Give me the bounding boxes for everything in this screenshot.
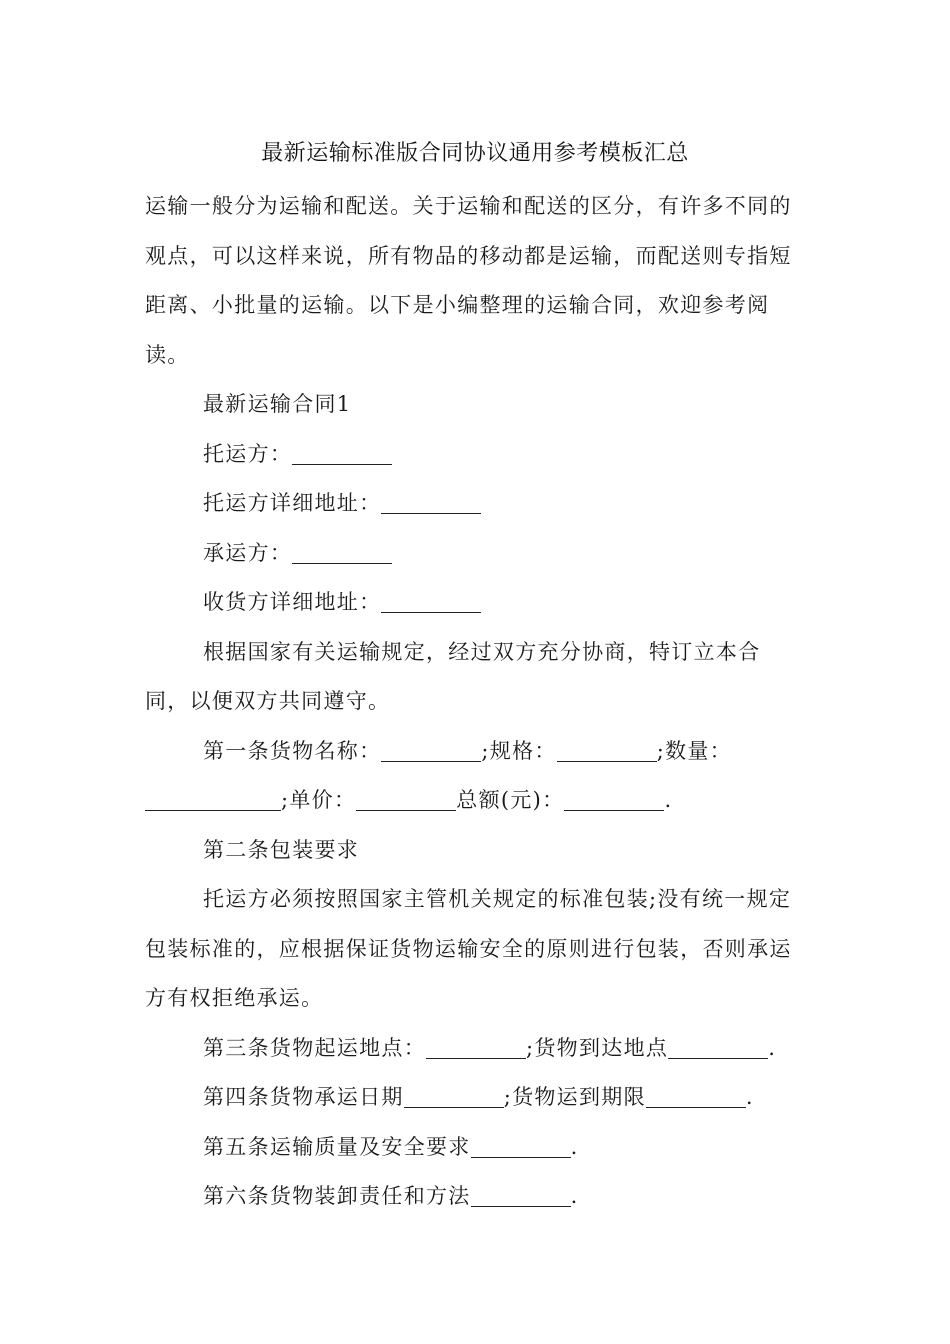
- total-blank: [564, 788, 664, 811]
- deadline-blank: [646, 1085, 746, 1108]
- document-title: 最新运输标准版合同协议通用参考模板汇总: [261, 141, 689, 166]
- article3-line: [145, 1024, 805, 1074]
- article1-paragraph: [145, 727, 805, 826]
- article2-heading: 第二条包装要求: [203, 837, 360, 862]
- destination-blank: [668, 1036, 768, 1059]
- consignor-address-line: [145, 479, 805, 529]
- consignor-address-blank: [381, 491, 481, 514]
- consignee-address-label: 收货方详细地址：: [203, 590, 382, 614]
- intro-paragraph: 运输一般分为运输和配送。关于运输和配送的区分，有许多不同的观点，可以这样来说，所有物品的移动都是运输，而配送则专指短距离、小批量的运输。以下是小编整理的运输合同，欢迎参考阅读。: [145, 194, 792, 367]
- article6-label: 第六条货物装卸责任和方法: [203, 1184, 471, 1208]
- article5-end: .: [570, 1134, 579, 1159]
- consignor-blank: [292, 442, 392, 465]
- price-blank: [356, 788, 456, 811]
- article5-line: [145, 1123, 805, 1173]
- article4-line: [145, 1073, 805, 1123]
- qty-label: ;数量：: [656, 738, 732, 763]
- goods-name-blank: [381, 739, 481, 762]
- spec-blank: [557, 739, 657, 762]
- total-label: 总额(元)：: [456, 788, 565, 812]
- article3-label: 第三条货物起运地点：: [203, 1035, 426, 1060]
- article6-line: [145, 1172, 805, 1222]
- article6-end: .: [570, 1184, 579, 1208]
- origin-blank: [426, 1036, 526, 1059]
- qty-blank: [145, 788, 243, 811]
- carrier-blank: [292, 541, 392, 564]
- spec-label: ;规格：: [481, 738, 557, 763]
- qty-blank-cont: [243, 788, 281, 811]
- date-blank: [404, 1085, 504, 1108]
- article5-label: 第五条运输质量及安全要求: [203, 1134, 471, 1159]
- article4-label: 第四条货物承运日期: [203, 1085, 404, 1109]
- loading-blank: [471, 1184, 571, 1207]
- carrier-line: [145, 529, 805, 579]
- consignor-line: [145, 430, 805, 480]
- goods-name-label: 第一条货物名称：: [203, 738, 382, 763]
- document-body: [145, 182, 805, 1222]
- contract-heading: 最新运输合同1: [203, 392, 352, 416]
- article1-end: .: [664, 788, 673, 812]
- consignor-address-label: 托运方详细地址：: [203, 491, 382, 515]
- article2-paragraph: 托运方必须按照国家主管机关规定的标准包装;没有统一规定包装标准的，应根据保证货物运输安全的原则进行包装，否则承运方有权拒绝承运。: [145, 887, 792, 1010]
- article3-mid: ;货物到达地点: [526, 1035, 669, 1060]
- article4-end: .: [745, 1085, 754, 1109]
- carrier-label: 承运方：: [203, 540, 293, 565]
- article4-mid: ;货物运到期限: [503, 1085, 646, 1109]
- consignor-label: 托运方：: [203, 441, 293, 466]
- article3-end: .: [768, 1035, 777, 1060]
- price-label: ;单价：: [281, 788, 357, 812]
- preamble-paragraph: 根据国家有关运输规定，经过双方充分协商，特订立本合同，以便双方共同遵守。: [145, 639, 761, 713]
- consignee-address-line: [145, 578, 805, 628]
- quality-blank: [471, 1135, 571, 1158]
- consignee-address-blank: [381, 590, 481, 613]
